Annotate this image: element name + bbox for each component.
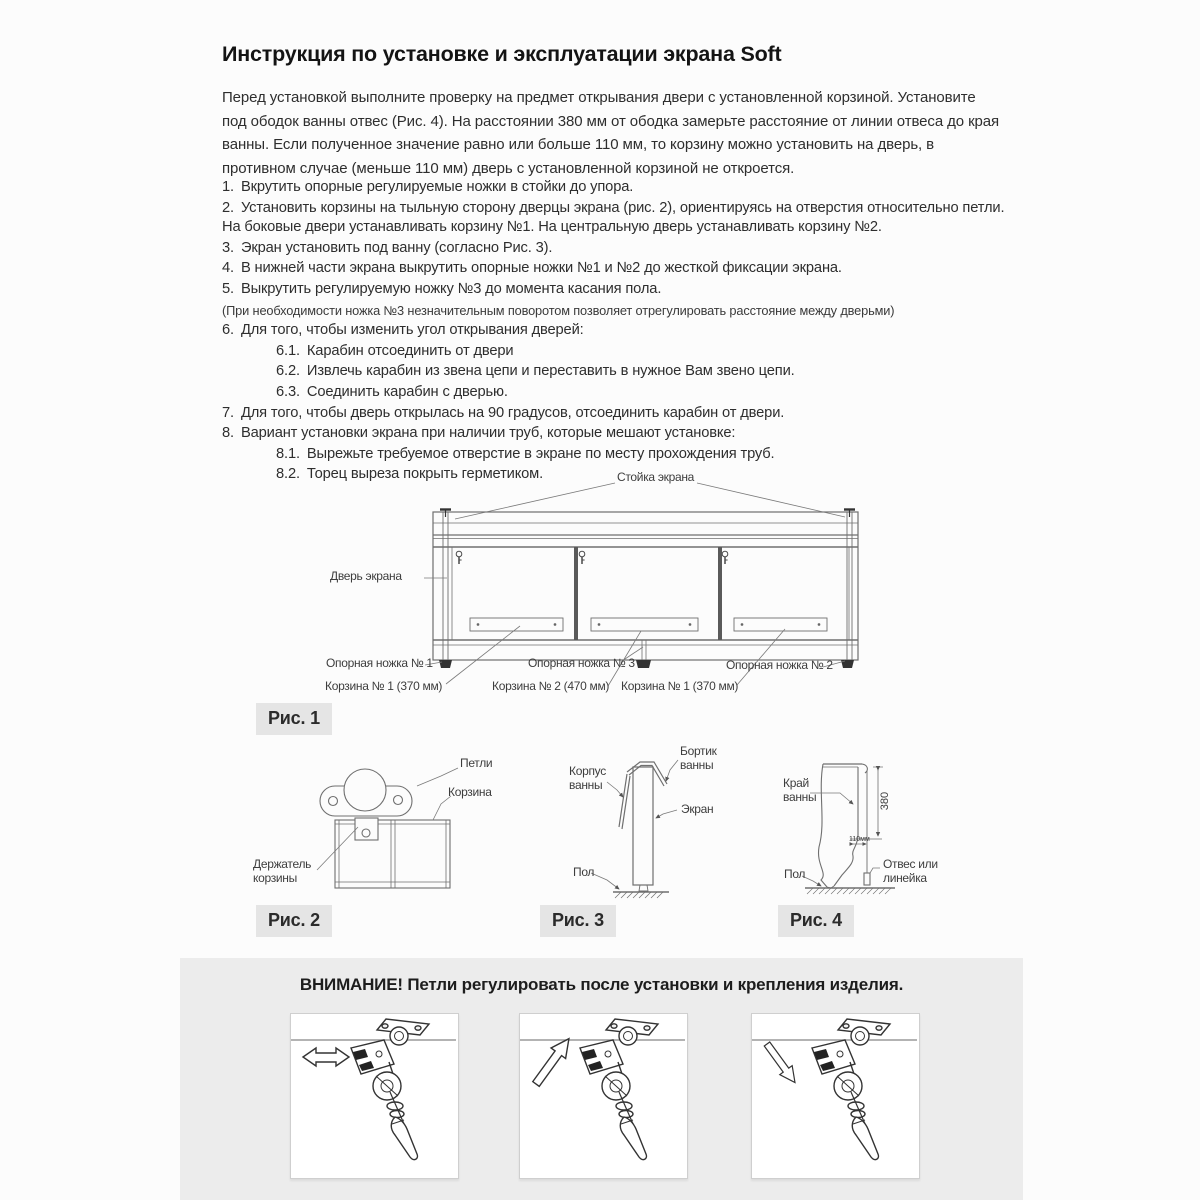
page-title: Инструкция по установке и эксплуатации экрана Soft (222, 42, 782, 66)
door-key-icon (456, 551, 728, 564)
step-subitem: 6.2. Извлечь карабин из звена цепи и переставить в нужное Вам звено цепи. (276, 363, 795, 380)
steps-list (222, 178, 1014, 486)
fig3-label-body: Корпус ванны (569, 764, 606, 792)
step-item: 4. В нижней части экрана выкрутить опорные ножки №1 и №2 до жесткой фиксации экрана. (222, 260, 842, 277)
hinge-diagram-horizontal-arrow (291, 1014, 456, 1176)
hinge-adjust-up-panel (519, 1013, 688, 1179)
warning-text: ВНИМАНИЕ! Петли регулировать после установки и крепления изделия. (299, 975, 904, 994)
step-item: 5. Выкрутить регулируемую ножку №3 до момента касания пола. (222, 280, 662, 297)
step-subitem: 8.2. Торец выреза покрыть герметиком. (276, 466, 544, 483)
figure-1-caption: Рис. 1 (256, 703, 332, 735)
fig4-label-floor: Пол (784, 867, 806, 881)
step-item: 6. Для того, чтобы изменить угол открывания дверей: (222, 322, 584, 339)
diagonal-up-arrow-icon (529, 1033, 576, 1089)
fig1-label-leg1: Опорная ножка № 1 (326, 656, 433, 670)
fig2-label-holder: Держатель корзины (253, 857, 312, 885)
fig4-label-plumb: Отвес или линейка (883, 857, 938, 885)
fig4-label-380: 380 (879, 791, 891, 811)
figure-2-caption: Рис. 2 (256, 905, 332, 937)
step-item: 2. Установить корзины на тыльную сторону дверцы экрана (рис. 2), ориентируясь на отверстия относительно петли. На боковые двери устанавливать корзину №1. На центральную дверь устанавливать корзину №2. (222, 199, 1005, 236)
diagonal-down-arrow-icon (761, 1040, 801, 1088)
basket-outline (470, 618, 827, 631)
figure-1-screen-front-diagram (325, 468, 900, 713)
fig3-label-screen: Экран (681, 802, 714, 816)
screen-front-drawing (325, 468, 900, 713)
step-item: 7. Для того, чтобы дверь открылась на 90 градусов, отсоединить карабин от двери. (222, 404, 785, 421)
figure-4-plumb-measure-diagram (765, 747, 1000, 902)
hinge-diagram-up-arrow (520, 1014, 685, 1176)
figure-4-caption: Рис. 4 (778, 905, 854, 937)
intro-paragraph: Перед установкой выполните проверку на предмет открывания двери с установленной корзиной. Установите под ободок ванны отвес (Рис. 4). На расстоянии 380 мм от ободка замерьте расстояние от линии отвеса до края ванны. Если полученное значение равно или больше 110 мм, то корзину можно установить на дверь, в противном случае (меньше 110 мм) дверь с установленной корзиной не откроется. (222, 89, 1000, 177)
leader-lines (317, 768, 458, 870)
step-subitem: 6.1. Карабин отсоединить от двери (276, 342, 514, 359)
fig1-label-door: Дверь экрана (330, 569, 402, 583)
step-item: 1. Вкрутить опорные регулируемые ножки в стойки до упора. (222, 179, 634, 195)
hinge-adjust-down-panel (751, 1013, 920, 1179)
figure-3-caption: Рис. 3 (540, 905, 616, 937)
fig1-label-basket1b: Корзина № 1 (370 мм) (621, 679, 739, 693)
fig3-label-floor: Пол (573, 865, 595, 879)
step-subitem: 6.3. Соединить карабин с дверью. (276, 383, 508, 400)
figure-2-hinge-basket-diagram (245, 742, 520, 897)
fig4-label-edge: Край ванны (783, 776, 817, 804)
fig1-label-stand: Стойка экрана (617, 470, 695, 484)
fig1-label-basket1a: Корзина № 1 (370 мм) (325, 679, 443, 693)
hinge-adjust-left-right-panel (290, 1013, 459, 1179)
hinge-diagram-down-arrow (752, 1014, 917, 1176)
fig1-label-leg3: Опорная ножка № 3 (528, 656, 635, 670)
step-subitem: 8.1. Вырежьте требуемое отверстие в экране по месту прохождения труб. (276, 445, 775, 462)
step-item: 8. Вариант установки экрана при наличии труб, которые мешают установке: (222, 425, 736, 442)
step-item: 3. Экран установить под ванну (согласно Рис. 3). (222, 239, 553, 256)
horizontal-double-arrow-icon (303, 1048, 349, 1066)
fig2-label-basket: Корзина (448, 785, 492, 799)
fig3-label-rim: Бортик ванны (680, 744, 717, 772)
fig1-label-basket2: Корзина № 2 (470 мм) (492, 679, 610, 693)
fig2-label-hinges: Петли (460, 756, 493, 770)
step-note: (При необходимости ножка №3 незначительным поворотом позволяет отрегулировать расстояние между дверьми) (222, 302, 895, 318)
fig4-label-110: 110мм (849, 836, 870, 843)
fig1-label-leg2: Опорная ножка № 2 (726, 658, 833, 672)
figure-3-screen-under-bath-diagram (535, 742, 770, 902)
